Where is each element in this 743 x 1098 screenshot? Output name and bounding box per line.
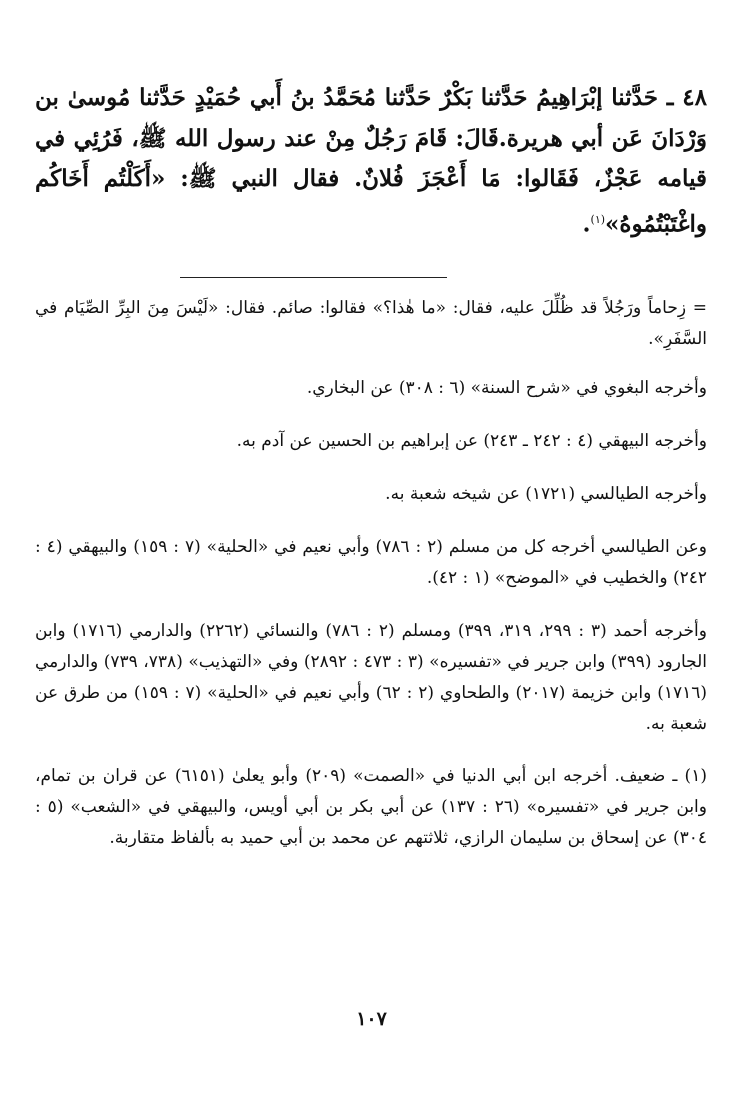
footnote-marker: (١) [590,212,606,226]
page-number: ١٠٧ [356,1008,387,1030]
footnote-paragraph-bayhaqi: وأخرجه البيهقي (٤ : ٢٤٢ ـ ٢٤٣) عن إبراهيم بن الحسين عن آدم به. [236,431,707,451]
footnote-paragraph-muslim: وعن الطيالسي أخرجه كل من مسلم (٢ : ٧٨٦) وأبي نعيم في «الحلية» (٧ : ١٥٩) والبيهقي (٤ : ٢٤٢) والخطيب في «الموضح» (١ : ٤٢). [35,537,707,588]
footnote-continuation: = زِحاماً ورَجُلاً قد ظُلِّلَ عليه، فقال: «ما هٰذا؟» فقالوا: صائم. فقال: «لَيْسَ مِنَ البِرِّ الصِّيَام في السَّفَرِ». [35,298,707,349]
hadith-48-text: ٤٨ ـ حَدَّثنا إبْرَاهِيمُ حَدَّثنا بَكْرٌ حَدَّثنا مُحَمَّدُ بنُ أَبي حُمَيْدٍ حَدَّثنا مُوسىٰ بن وَرْدَانَ عَن أبي هريرة.قَالَ: قَامَ رَجُلٌ مِنْ عند رسول الله ﷺ، فَرُئِي في قيامه عَجْزٌ، فَقَالوا: مَا أَعْجَزَ فُلانٌ. فقال النبي ﷺ: «أَكَلْتُم أَخَاكُم واغْتَبْتُمُوهُ»$^{(١)}$. [35,84,707,238]
hadith-body: ٤٨ ـ حَدَّثنا إبْرَاهِيمُ حَدَّثنا بَكْرٌ حَدَّثنا مُحَمَّدُ بنُ أَبي حُمَيْدٍ حَدَّثنا مُوسىٰ بن وَرْدَانَ عَن أبي هريرة.قَالَ: قَامَ رَجُلٌ مِنْ عند رسول الله ﷺ، فَرُئِي في قيامه عَجْزٌ، فَقَالوا: مَا أَعْجَزَ فُلانٌ. فقال النبي ﷺ: «أَكَلْتُم أَخَاكُم واغْتَبْتُمُوهُ» [35,84,707,238]
footnotes-section [35,293,707,876]
footnote-1: (١) ـ ضعيف. أخرجه ابن أبي الدنيا في «الصمت» (٢٠٩) وأبو يعلىٰ (٦١٥١) عن قران بن تمام، وابن جرير في «تفسيره» (٢٦ : ١٣٧) عن أبي بكر بن أبي أويس، والبيهقي في «الشعب» (٥ : ٣٠٤) عن إسحاق بن سليمان الرازي، ثلاثتهم عن محمد بن أبي حميد به بألفاظ متقاربة. [35,766,707,848]
footnote-divider [180,277,447,278]
footnote-paragraph-ahmad: وأخرجه أحمد (٣ : ٢٩٩، ٣١٩، ٣٩٩) ومسلم (٢ : ٧٨٦) والنسائي (٢٢٦٢) والدارمي (١٧١٦) وابن الجارود (٣٩٩) وابن جرير في «تفسيره» (٣ : ٤٧٣ : ٢٨٩٢) وفي «التهذيب» (٧٣٨، ٧٣٩) والدارمي (١٧١٦) وابن خزيمة (٢٠١٧) والطحاوي (٢ : ٦٢) وأبي نعيم في «الحلية» (٧ : ١٥٩) من طرق عن شعبة به. [35,621,708,734]
footnote-paragraph-tayalisi: وأخرجه الطيالسي (١٧٢١) عن شيخه شعبة به. [385,484,707,504]
footnote-paragraph-baghawi: وأخرجه البغوي في «شرح السنة» (٦ : ٣٠٨) عن البخاري. [306,378,707,398]
